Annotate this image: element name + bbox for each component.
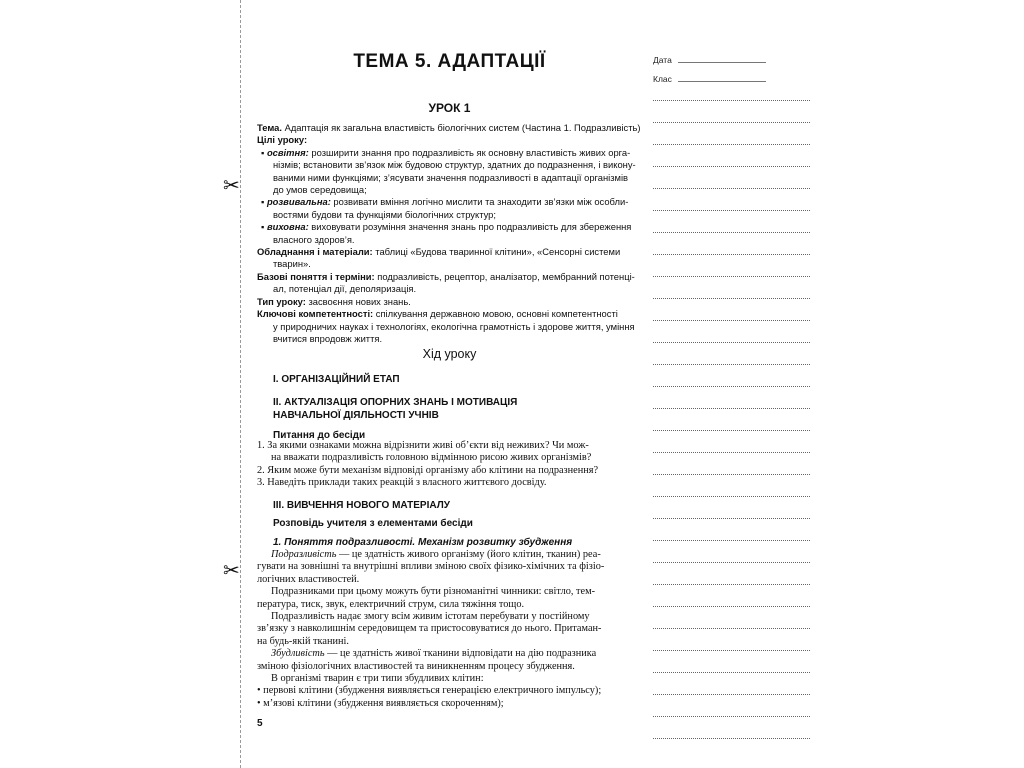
para-5: В організмі тварин є три типи збудливих клітин:	[271, 673, 484, 685]
note-line[interactable]	[653, 364, 810, 365]
note-line[interactable]	[653, 474, 810, 475]
note-line[interactable]	[653, 298, 810, 299]
questions-heading: Питання до бесіди	[273, 430, 366, 441]
note-line[interactable]	[653, 210, 810, 211]
section-3-heading: III. ВИВЧЕННЯ НОВОГО МАТЕРІАЛУ	[273, 500, 450, 511]
note-line[interactable]	[653, 144, 810, 145]
competences-line1	[257, 308, 642, 320]
note-line[interactable]	[653, 320, 810, 321]
term-excitability: Збудливість	[271, 648, 325, 660]
para-3-line2: зв’язку з навколишнім середовищем та пристосовуватися до нього. Притаман-	[257, 623, 602, 635]
note-line[interactable]	[653, 496, 810, 497]
equipment-line2: тварин».	[273, 258, 311, 270]
lesson-info	[257, 122, 642, 345]
goals-label: Цілі уроку:	[257, 134, 308, 146]
goal-dev-label: розвивальна:	[266, 196, 331, 208]
note-line[interactable]	[653, 518, 810, 519]
para-2-line1: Подразниками при цьому можуть бути різноманітні чинники: світло, тем-	[271, 586, 596, 598]
goal-edu-line2: нізмів; встановити зв’язок між будовою структур, здатних до подразнення, і викону-	[273, 159, 636, 171]
section-1-heading: I. ОРГАНІЗАЦІЙНИЙ ЕТАП	[273, 374, 400, 385]
theme-line	[257, 122, 642, 134]
note-line[interactable]	[653, 540, 810, 541]
para-3-line3: на будь-якій тканині.	[257, 635, 349, 647]
goal-dev-line1: ▪ розвивальна: розвивати вміння логічно мислити та знаходити зв’язки між особли-	[261, 196, 629, 208]
concepts-line1: Базові поняття і терміни: подразливість, рецептор, аналізатор, мембранний потенці-	[257, 270, 635, 282]
section-2-heading-line1: II. АКТУАЛІЗАЦІЯ ОПОРНИХ ЗНАНЬ І МОТИВАЦІЯ	[273, 397, 518, 408]
class-field[interactable]	[653, 74, 766, 84]
class-label: Клас	[653, 74, 672, 84]
competences-text: спілкування державною мовою, основні компетентності	[373, 308, 618, 320]
goal-up-line1: ▪ виховна: виховувати розуміння значення знань про подразливість для збереження	[261, 221, 632, 233]
worksheet-main	[257, 0, 642, 768]
goal-edu-label: освітня:	[266, 146, 309, 158]
notes-column	[653, 0, 813, 768]
lesson-body	[257, 549, 642, 710]
cut-line	[240, 0, 241, 768]
note-line[interactable]	[653, 738, 810, 739]
note-line[interactable]	[653, 408, 810, 409]
goal-dev-line2: востями будови та функціями біологічних структур;	[273, 208, 497, 220]
note-line[interactable]	[653, 100, 810, 101]
question-2: 2. Яким може бути механізм відповіді організму або клітини на подразнення?	[257, 464, 599, 476]
topic-title: ТЕМА 5. АДАПТАЦІЇ	[353, 51, 546, 72]
section-2-heading-line2: НАВЧАЛЬНОЇ ДІЯЛЬНОСТІ УЧНІВ	[273, 410, 439, 421]
goal-edu-line3: ваними ними функціями; з’ясувати значення подразливості в адаптації організмів	[273, 171, 629, 183]
note-line[interactable]	[653, 122, 810, 123]
note-line[interactable]	[653, 342, 810, 343]
questions-list	[257, 440, 642, 490]
competences-label: Ключові компетентності:	[257, 308, 374, 320]
para-1-line3: логічних властивостей.	[257, 573, 360, 585]
question-1-line2: на вважати подразливість головною відмінною рисою живих організмів?	[271, 452, 592, 464]
theme-text: Адаптація як загальна властивість біологічних систем (Частина 1. Подразливість)	[281, 122, 641, 133]
note-line[interactable]	[653, 166, 810, 167]
competences-line2: у природничих науках і технологіях, екологічна грамотність і здорове життя, уміння	[273, 320, 635, 332]
question-3: 3. Наведіть приклади таких реакцій з власного життєвого досвіду.	[257, 477, 547, 489]
note-line[interactable]	[653, 386, 810, 387]
para-1-line1: Подразливість — це здатність живого організму (його клітин, тканин) реа-	[271, 549, 601, 560]
note-line[interactable]	[653, 232, 810, 233]
class-underline	[678, 81, 766, 82]
para-1-line2: гувати на зовнішні та внутрішні впливи зміною своїх фізико-хімічних та фізіо-	[257, 561, 605, 573]
lesson-title: УРОК 1	[428, 101, 471, 115]
term-irritability: Подразливість	[271, 549, 337, 560]
theme-label: Тема.	[257, 122, 282, 133]
concepts-label: Базові поняття і терміни:	[257, 270, 375, 282]
goal-edu-line4: до умов середовища;	[273, 184, 367, 196]
lesson-type-line: Тип уроку: засвоєння нових знань.	[257, 295, 411, 307]
note-line[interactable]	[653, 452, 810, 453]
note-line[interactable]	[653, 254, 810, 255]
goal-up-line2: власного здоров’я.	[273, 233, 355, 245]
note-line[interactable]	[653, 606, 810, 607]
question-1-line1: 1. За якими ознаками можна відрізнити живі об’єкти від неживих? Чи мож-	[257, 440, 589, 451]
concepts-line2: ал, потенціал дії, деполяризація.	[273, 283, 417, 295]
equipment-label: Обладнання і матеріали:	[257, 246, 373, 258]
scissors-icon: ✂	[223, 560, 240, 582]
goal-edu-line1: ▪ освітня: розширити знання про подразливість як основну властивість живих орга-	[261, 146, 631, 158]
page-number: 5	[257, 718, 263, 729]
course-heading: Хід уроку	[422, 347, 477, 361]
note-line[interactable]	[653, 672, 810, 673]
note-line[interactable]	[653, 276, 810, 277]
equipment-line1: Обладнання і матеріали: таблиці «Будова тваринної клітини», «Сенсорні системи	[257, 246, 621, 258]
note-line[interactable]	[653, 584, 810, 585]
para-4-line2: зміною фізіологічних властивостей та виникненням процесу збудження.	[257, 660, 575, 672]
note-line[interactable]	[653, 430, 810, 431]
para-2-line2: пература, тиск, звук, електричний струм, сила тяжіння тощо.	[257, 598, 525, 610]
date-label: Дата	[653, 55, 672, 65]
list-item-1: • первові клітини (збудження виявляється генерацією електричного імпульсу);	[257, 685, 602, 697]
subsection-1-heading: 1. Поняття подразливості. Механізм розвитку збудження	[273, 537, 573, 548]
note-line[interactable]	[653, 188, 810, 189]
date-underline	[678, 62, 766, 63]
competences-line3: вчитися впродовж життя.	[273, 332, 383, 344]
goal-up-label: виховна:	[266, 221, 309, 233]
note-line[interactable]	[653, 694, 810, 695]
scissors-icon: ✂	[223, 175, 240, 197]
lesson-type-label: Тип уроку:	[257, 295, 306, 307]
story-heading: Розповідь учителя з елементами бесіди	[273, 518, 473, 529]
note-line[interactable]	[653, 650, 810, 651]
note-line[interactable]	[653, 628, 810, 629]
list-item-2: • м’язові клітини (збудження виявляється скороченням);	[257, 697, 504, 709]
date-field[interactable]	[653, 55, 766, 65]
para-3-line1: Подразливість надає змогу всім живим істотам перебувати у постійному	[271, 611, 590, 623]
note-line[interactable]	[653, 716, 810, 717]
para-4-line1: Збудливість — це здатність живої тканини відповідати на дію подразника	[271, 648, 597, 660]
note-line[interactable]	[653, 562, 810, 563]
